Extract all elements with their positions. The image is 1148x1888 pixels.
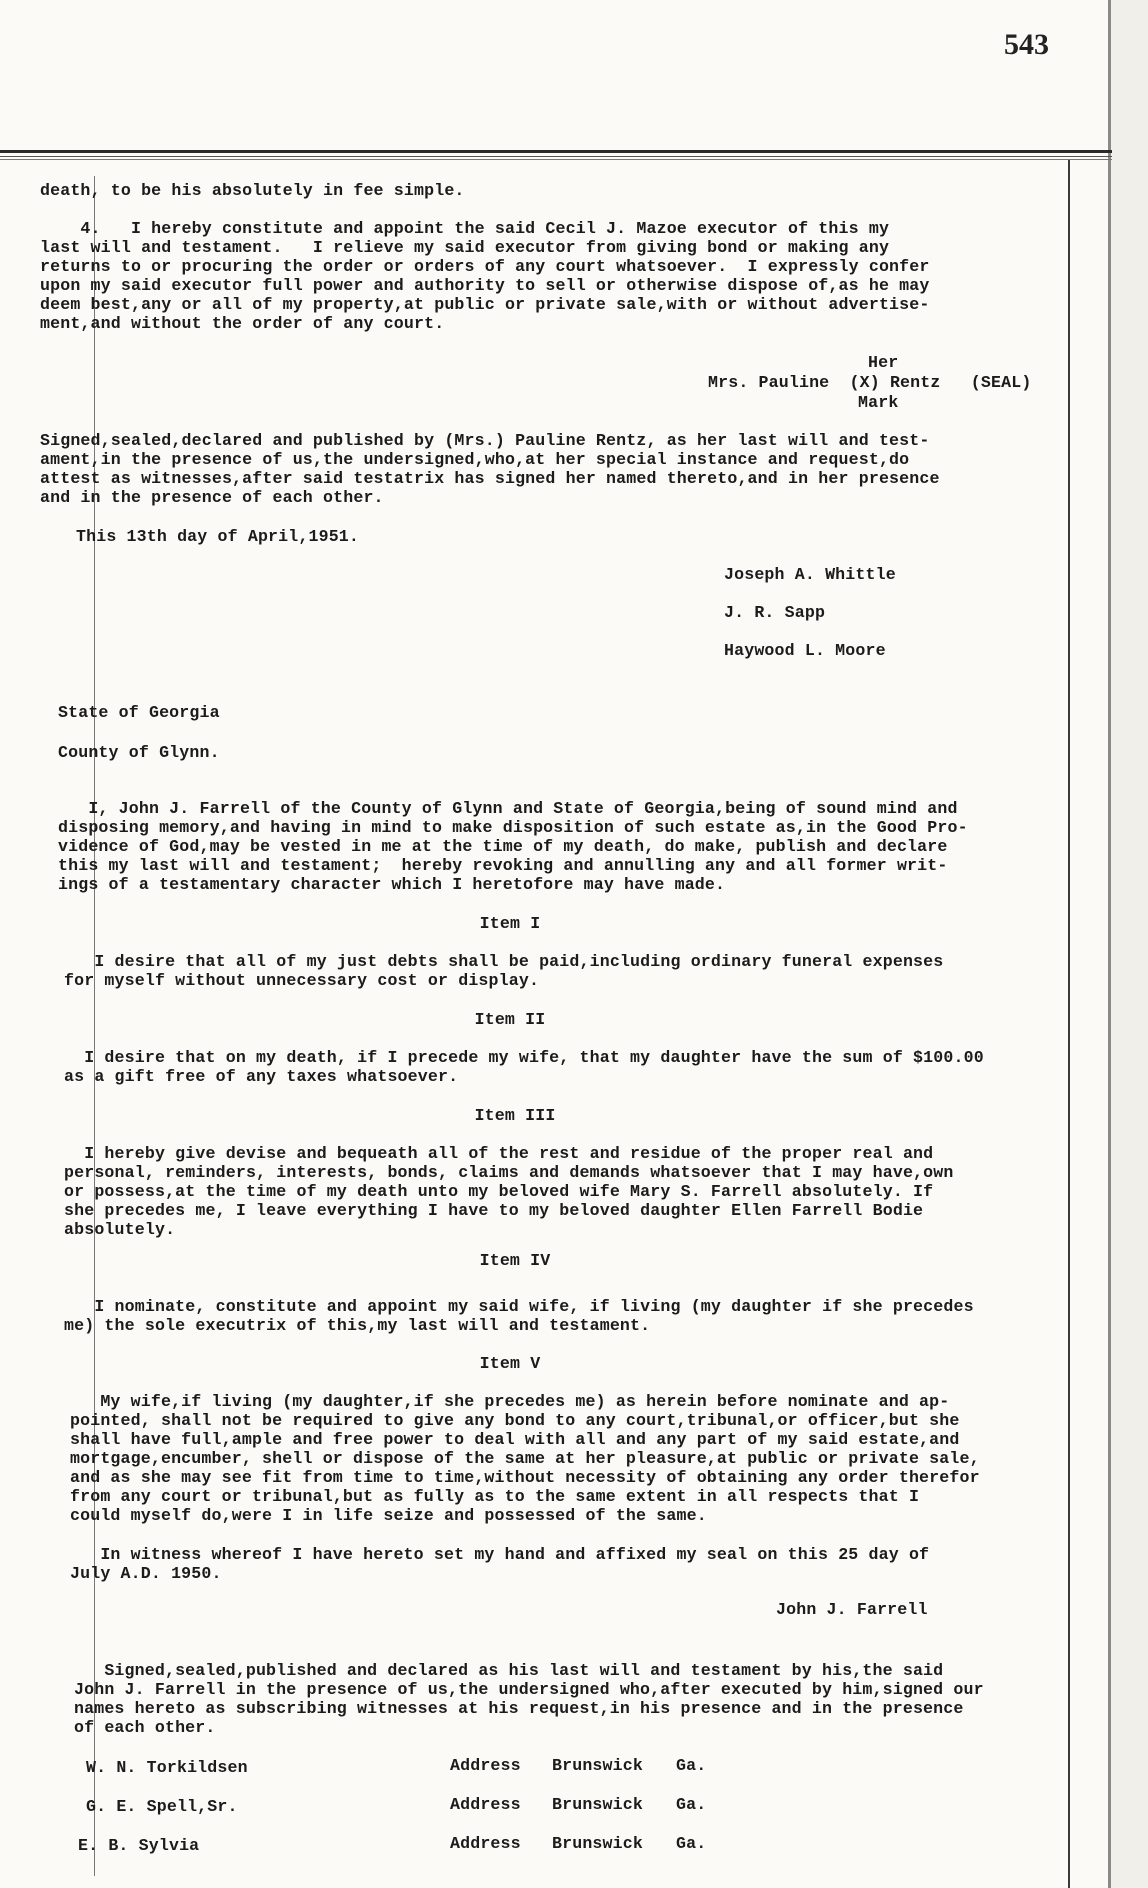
attestation-line: ament,in the presence of us,the undersigned,who,at her special instance and request,do — [40, 450, 910, 469]
paragraph-line: returns to or procuring the order or orders of any court whatsoever. I expressly confer — [40, 257, 930, 276]
item-line: for myself without unnecessary cost or display. — [64, 971, 540, 990]
attestation-line: names hereto as subscribing witnesses at his request,in his presence and in the presence — [74, 1699, 964, 1718]
paragraph-line: ings of a testamentary character which I heretofore may have made. — [58, 875, 726, 894]
witness-name: J. R. Sapp — [724, 603, 826, 622]
witness-address-label: Address — [450, 1834, 521, 1853]
paragraph-line: ment,and without the order of any court. — [40, 314, 445, 333]
item-line: shall have full,ample and free power to deal with all and any part of my said estate,and — [70, 1430, 960, 1449]
paragraph-line: last will and testament. I relieve my said executor from giving bond or making any — [40, 238, 890, 257]
item-line: I hereby give devise and bequeath all of the rest and residue of the proper real and — [64, 1144, 934, 1163]
signature-her: Her — [868, 353, 899, 372]
witness-name: W. N. Torkildsen — [86, 1758, 248, 1777]
witness-state: Ga. — [676, 1756, 707, 1775]
attestation-line: Signed,sealed,published and declared as his last will and testament by his,the said — [74, 1661, 944, 1680]
witness-name: Haywood L. Moore — [724, 641, 886, 660]
item-line: pointed, shall not be required to give any bond to any court,tribunal,or officer,but she — [70, 1411, 960, 1430]
item-line: absolutely. — [64, 1220, 176, 1239]
page-margin-edge — [1108, 0, 1111, 1888]
venue-county: County of Glynn. — [58, 743, 220, 762]
item-line: I nominate, constitute and appoint my said wife, if living (my daughter if she precedes — [64, 1297, 974, 1316]
attestation-date: This 13th day of April,1951. — [76, 527, 360, 546]
item-line: I desire that all of my just debts shall be paid,including ordinary funeral expenses — [64, 952, 944, 971]
paragraph-line: upon my said executor full power and authority to sell or otherwise dispose of,as he may — [40, 276, 930, 295]
paragraph-line: I, John J. Farrell of the County of Glynn and State of Georgia,being of sound mind and — [58, 799, 958, 818]
page-margin-shadow — [1111, 0, 1148, 1888]
item-line: I desire that on my death, if I precede my wife, that my daughter have the sum of $100.00 — [64, 1048, 984, 1067]
witness-address-label: Address — [450, 1795, 521, 1814]
item-line: as a gift free of any taxes whatsoever. — [64, 1067, 459, 1086]
attestation-line: and in the presence of each other. — [40, 488, 384, 507]
item-line: me) the sole executrix of this,my last will and testament. — [64, 1316, 651, 1335]
paragraph-line: disposing memory,and having in mind to make disposition of such estate as,in the Good Pro- — [58, 818, 968, 837]
attestation-line: of each other. — [74, 1718, 216, 1737]
witness-state: Ga. — [676, 1795, 707, 1814]
item-heading: Item II — [474, 1010, 546, 1029]
item-line: she precedes me, I leave everything I have to my beloved daughter Ellen Farrell Bodie — [64, 1201, 924, 1220]
testimonium-line: In witness whereof I have hereto set my hand and affixed my seal on this 25 day of — [70, 1545, 930, 1564]
witness-city: Brunswick — [552, 1834, 643, 1853]
attestation-line: Signed,sealed,declared and published by (Mrs.) Pauline Rentz, as her last will and test- — [40, 431, 930, 450]
header-rule-thin — [0, 156, 1112, 157]
header-rule-thin-2 — [0, 159, 1112, 160]
witness-name: Joseph A. Whittle — [724, 565, 896, 584]
item-line: could myself do,were I in life seize and possessed of the same. — [70, 1506, 707, 1525]
item-line: personal, reminders, interests, bonds, claims and demands whatsoever that I may have,own — [64, 1163, 954, 1182]
signature-name-line: Mrs. Pauline (X) Rentz (SEAL) — [708, 373, 1032, 392]
paragraph-line: 4. I hereby constitute and appoint the said Cecil J. Mazoe executor of this my — [40, 219, 890, 238]
paragraph-line: this my last will and testament; hereby revoking and annulling any and all former writ- — [58, 856, 948, 875]
page-number: 543 — [1004, 28, 1049, 61]
witness-city: Brunswick — [552, 1756, 643, 1775]
item-heading: Item V — [479, 1354, 541, 1373]
item-heading: Item IV — [479, 1251, 551, 1270]
item-line: from any court or tribunal,but as fully as to the same extent in all respects that I — [70, 1487, 920, 1506]
top-paragraph: death, to be his absolutely in fee simple. — [40, 181, 465, 200]
attestation-line: John J. Farrell in the presence of us,the undersigned who,after executed by him,signed our — [74, 1680, 984, 1699]
paragraph-line: vidence of God,may be vested in me at the time of my death, do make, publish and declare — [58, 837, 948, 856]
witness-state: Ga. — [676, 1834, 707, 1853]
item-line: mortgage,encumber, shell or dispose of the same at her pleasure,at public or private sale, — [70, 1449, 980, 1468]
testimonium-line: July A.D. 1950. — [70, 1564, 222, 1583]
item-heading: Item I — [479, 914, 541, 933]
header-rule — [0, 150, 1112, 153]
witness-name: E. B. Sylvia — [78, 1836, 200, 1855]
witness-address-label: Address — [450, 1756, 521, 1775]
attestation-line: attest as witnesses,after said testatrix has signed her named thereto,and in her presence — [40, 469, 940, 488]
witness-name: G. E. Spell,Sr. — [86, 1797, 238, 1816]
paragraph-line: deem best,any or all of my property,at public or private sale,with or without advertise- — [40, 295, 930, 314]
testator-signature: John J. Farrell — [776, 1600, 928, 1619]
item-line: or possess,at the time of my death unto my beloved wife Mary S. Farrell absolutely. If — [64, 1182, 934, 1201]
item-line: My wife,if living (my daughter,if she precedes me) as herein before nominate and ap- — [70, 1392, 950, 1411]
signature-mark: Mark — [858, 393, 899, 412]
item-heading: Item III — [474, 1106, 556, 1125]
item-line: and as she may see fit from time to time,without necessity of obtaining any order therefor — [70, 1468, 980, 1487]
venue-state: State of Georgia — [58, 703, 220, 722]
witness-city: Brunswick — [552, 1795, 643, 1814]
right-margin-line — [1068, 160, 1070, 1888]
